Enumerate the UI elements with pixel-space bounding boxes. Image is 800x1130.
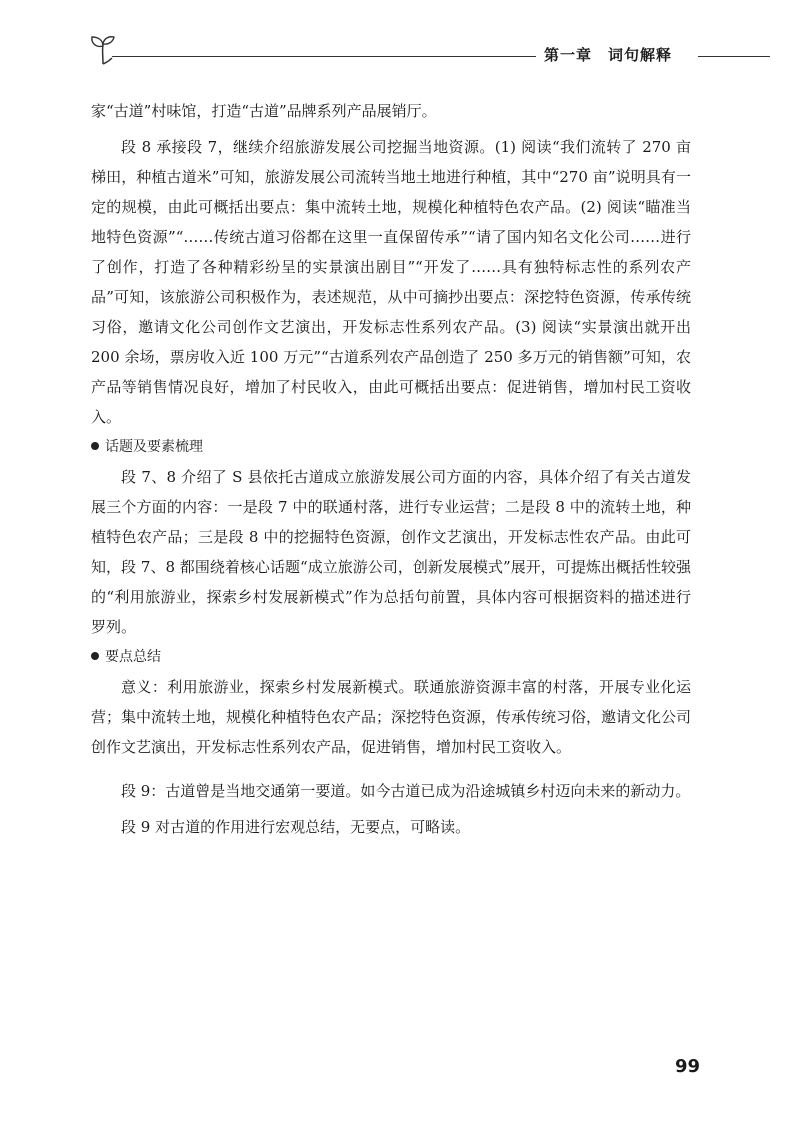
section-heading-topic [91,432,691,462]
chapter-title: 词句解释 [608,46,673,64]
paragraph-source-9: 段 9：古道曾是当地交通第一要道。如今古道已成为沿途城镇乡村迈向未来的新动力。 [121,782,691,800]
chapter-heading [544,44,694,65]
section-heading-points-text: 要点总结 [105,649,161,665]
paragraph-topic-summary: 段 7、8 介绍了 S 县依托古道成立旅游发展公司方面的内容，具体介绍了有关古道发展三个方面的内容：一是段 7 中的联通村落，进行专业运营；二是段 8 中的流转土地，种植特色农产品；三是段 8 中的挖掘特色资源，创作文艺演出，开发标志性农产品。由此可知，段 7、8 都围绕着核心话题“成立旅游公司，创新发展模式”展开，可提炼出概括性较强的“利用旅游业，探索乡村发展新模式”作为总括句前置，具体内容可根据资料的描述进行罗列。 [91,468,691,636]
section-heading-points [91,642,691,672]
page-body [91,96,691,842]
paragraph-analysis-8: 段 8 承接段 7，继续介绍旅游发展公司挖掘当地资源。(1) 阅读“我们流转了 270 亩梯田，种植古道米”可知，旅游发展公司流转当地土地进行种植，其中“270 亩”说明具有一定的规模，由此可概括出要点：集中流转土地，规模化种植特色农产品。(2) 阅读“瞄准当地特色资源”“……传统古道习俗都在这里一直保留传承”“请了国内知名文化公司……进行了创作，打造了各种精彩纷呈的实景演出剧目”“开发了……具有独特标志性的系列农产品”可知，该旅游公司积极作为，表述规范，从中可摘抄出要点：深挖特色资源，传承传统习俗，邀请文化公司创作文艺演出，开发标志性系列农产品。(3) 阅读“实景演出就开出 200 余场，票房收入近 100 万元”“古道系列农产品创造了 250 多万元的销售额”可知，农产品等销售情况良好，增加了村民收入，由此可概括出要点：促进销售，增加村民工资收入。 [91,138,691,426]
running-header [88,34,770,74]
paragraph-continuation: 家“古道”村味馆，打造“古道”品牌系列产品展销厅。 [91,102,437,120]
page-number: 99 [674,1056,700,1077]
header-rule-left [112,56,536,57]
paragraph-key-points: 意义：利用旅游业，探索乡村发展新模式。联通旅游资源丰富的村落，开展专业化运营；集中流转土地，规模化种植特色农产品；深挖特色资源，传承传统习俗，邀请文化公司创作文艺演出，开发标志性系列农产品，促进销售，增加村民工资收入。 [91,678,692,756]
paragraph-analysis-9: 段 9 对古道的作用进行宏观总结，无要点，可略读。 [121,818,471,836]
header-rule-right [698,56,770,57]
chapter-number: 第一章 [544,46,593,64]
bullet-icon [91,652,99,660]
bullet-icon [91,442,99,450]
sprout-icon [88,34,118,66]
section-heading-topic-text: 话题及要素梳理 [105,439,203,455]
